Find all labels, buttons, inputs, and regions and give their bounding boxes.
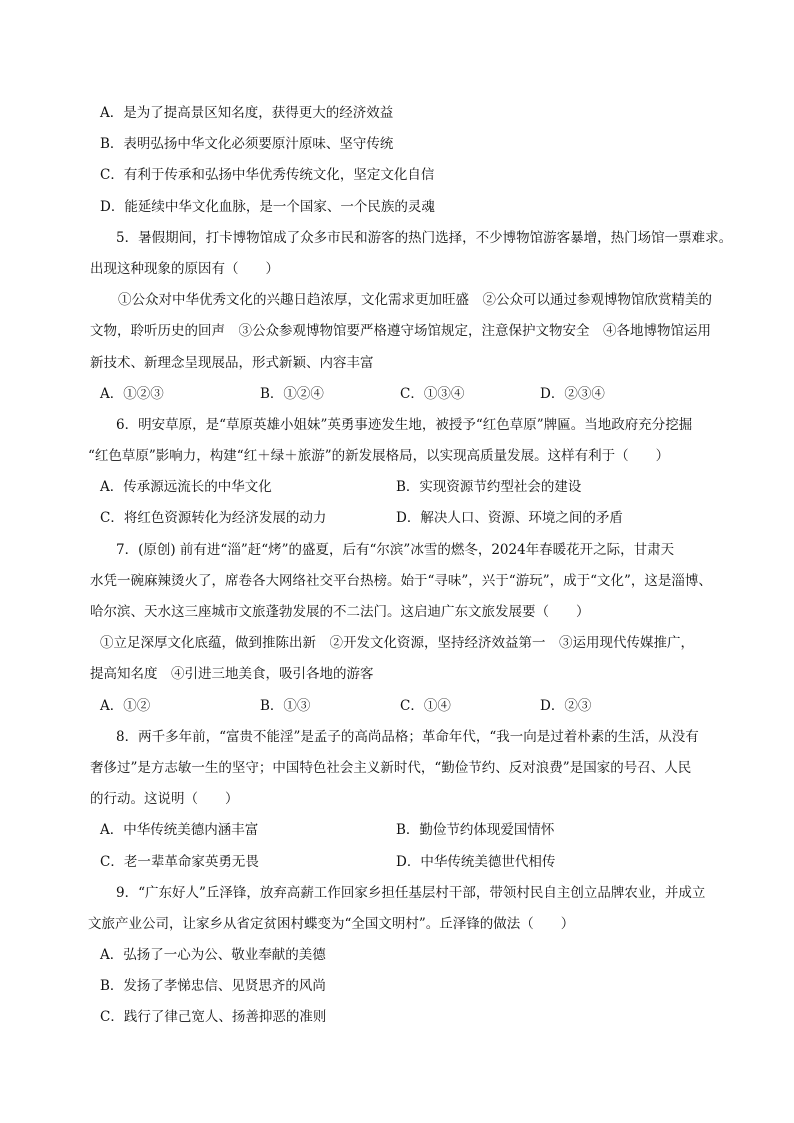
q7-stem-line-2: 水凭一碗麻辣烫火了，席卷各大网络社交平台热榜。始于“寻味”，兴于“游玩”，成于“文化”，这是淄博、 <box>90 572 712 589</box>
q9-option-a: A．弘扬了一心为公、敬业奉献的美德 <box>100 947 326 964</box>
q8-option-c: C．老一辈革命家英勇无畏 <box>100 853 259 870</box>
q5-item-line-2: 文物，聆听历史的回声 ③公众参观博物馆要严格遵守场馆规定，注意保护文物安全 ④各地博物馆运用 <box>90 323 711 340</box>
q7-stem-line-1: 7．(原创) 前有进“淄”赶“烤”的盛夏，后有“尔滨”冰雪的燃冬，2024年春暖花开之际，甘肃天 <box>116 541 675 558</box>
q8-stem-line-2: 奢侈过”是方志敏一生的坚守；中国特色社会主义新时代，“勤俭节约、反对浪费”是国家的号召、人民 <box>90 759 692 776</box>
q7-options <box>100 691 702 722</box>
q8-stem-line-3: 的行动。这说明（ ） <box>90 791 239 808</box>
q6-stem-line-1: 6．明安草原，是“草原英雄小姐妹”英勇事迹发生地，被授予“红色草原”牌匾。当地政府充分挖掘 <box>116 416 693 433</box>
q5-option-a: A．①②③ <box>100 385 164 402</box>
q6-options-row-1 <box>100 472 702 503</box>
q7-option-c: C．①④ <box>400 697 451 714</box>
q6-options-row-2 <box>100 503 702 534</box>
q6-stem-line-2: “红色草原”影响力，构建“红＋绿＋旅游”的新发展格局，以实现高质量发展。这样有利于（ ） <box>88 448 670 465</box>
q5-option-d: D．②③④ <box>540 385 605 402</box>
q8-option-b: B．勤俭节约体现爱国情怀 <box>396 822 555 839</box>
q6-option-a: A．传承源远流长的中华文化 <box>100 479 272 496</box>
q7-option-b: B．①③ <box>260 697 311 714</box>
q9-option-b: B．发扬了孝悌忠信、见贤思齐的风尚 <box>100 978 326 995</box>
q5-stem-line-1: 5．暑假期间，打卡博物馆成了众多市民和游客的热门选择，不少博物馆游客暴增，热门场馆一票难求。 <box>116 229 733 246</box>
q5-item-line-1: ①公众对中华优秀文化的兴趣日趋浓厚，文化需求更加旺盛 ②公众可以通过参观博物馆欣赏精美的 <box>118 292 712 309</box>
q4-option-c: C．有利于传承和弘扬中华优秀传统文化，坚定文化自信 <box>100 167 435 184</box>
q6-option-d: D．解决人口、资源、环境之间的矛盾 <box>396 510 623 527</box>
q9-stem-line-1: 9．“广东好人”丘泽锋，放弃高薪工作回家乡担任基层村干部，带领村民自主创立品牌农业，并成立 <box>116 884 706 901</box>
q5-option-b: B．①②④ <box>260 385 324 402</box>
q8-options-row-1 <box>100 815 702 846</box>
q7-option-a: A．①② <box>100 697 151 714</box>
q4-option-a: A．是为了提高景区知名度，获得更大的经济效益 <box>100 105 394 121</box>
q6-option-b: B．实现资源节约型社会的建设 <box>396 479 582 496</box>
q4-option-d: D．能延续中华文化血脉，是一个国家、一个民族的灵魂 <box>100 198 435 215</box>
q8-option-a: A．中华传统美德内涵丰富 <box>100 822 259 839</box>
q8-options-row-2 <box>100 847 702 878</box>
q7-stem-line-3: 哈尔滨、天水这三座城市文旅蓬勃发展的不二法门。这启迪广东文旅发展要（ ） <box>90 604 590 620</box>
q9-option-c: C．践行了律己宽人、扬善抑恶的准则 <box>100 1009 327 1026</box>
q5-options <box>100 379 702 410</box>
q7-item-line-2: 提高知名度 ④引进三地美食，吸引各地的游客 <box>90 666 374 683</box>
q7-item-line-1: ①立足深厚文化底蕴，做到推陈出新 ②开发文化资源，坚持经济效益第一 ③运用现代传媒推广， <box>100 635 694 652</box>
q4-option-b: B．表明弘扬中华文化必须要原汁原味、坚守传统 <box>100 136 394 153</box>
q6-option-c: C．将红色资源转化为经济发展的动力 <box>100 510 327 527</box>
q8-option-d: D．中华传统美德世代相传 <box>396 853 556 870</box>
q5-stem-line-2: 出现这种现象的原因有（ ） <box>90 260 279 277</box>
q5-item-line-3: 新技术、新理念呈现展品，形式新颖、内容丰富 <box>90 354 374 371</box>
q5-option-c: C．①③④ <box>400 385 465 402</box>
q8-stem-line-1: 8．两千多年前，“富贵不能淫”是孟子的高尚品格；革命年代，“我一向是过着朴素的生活，从没有 <box>116 728 699 745</box>
q9-stem-line-2: 文旅产业公司，让家乡从省定贫困村蝶变为“全国文明村”。丘泽锋的做法（ ） <box>88 915 575 932</box>
q7-option-d: D．②③ <box>540 697 592 714</box>
